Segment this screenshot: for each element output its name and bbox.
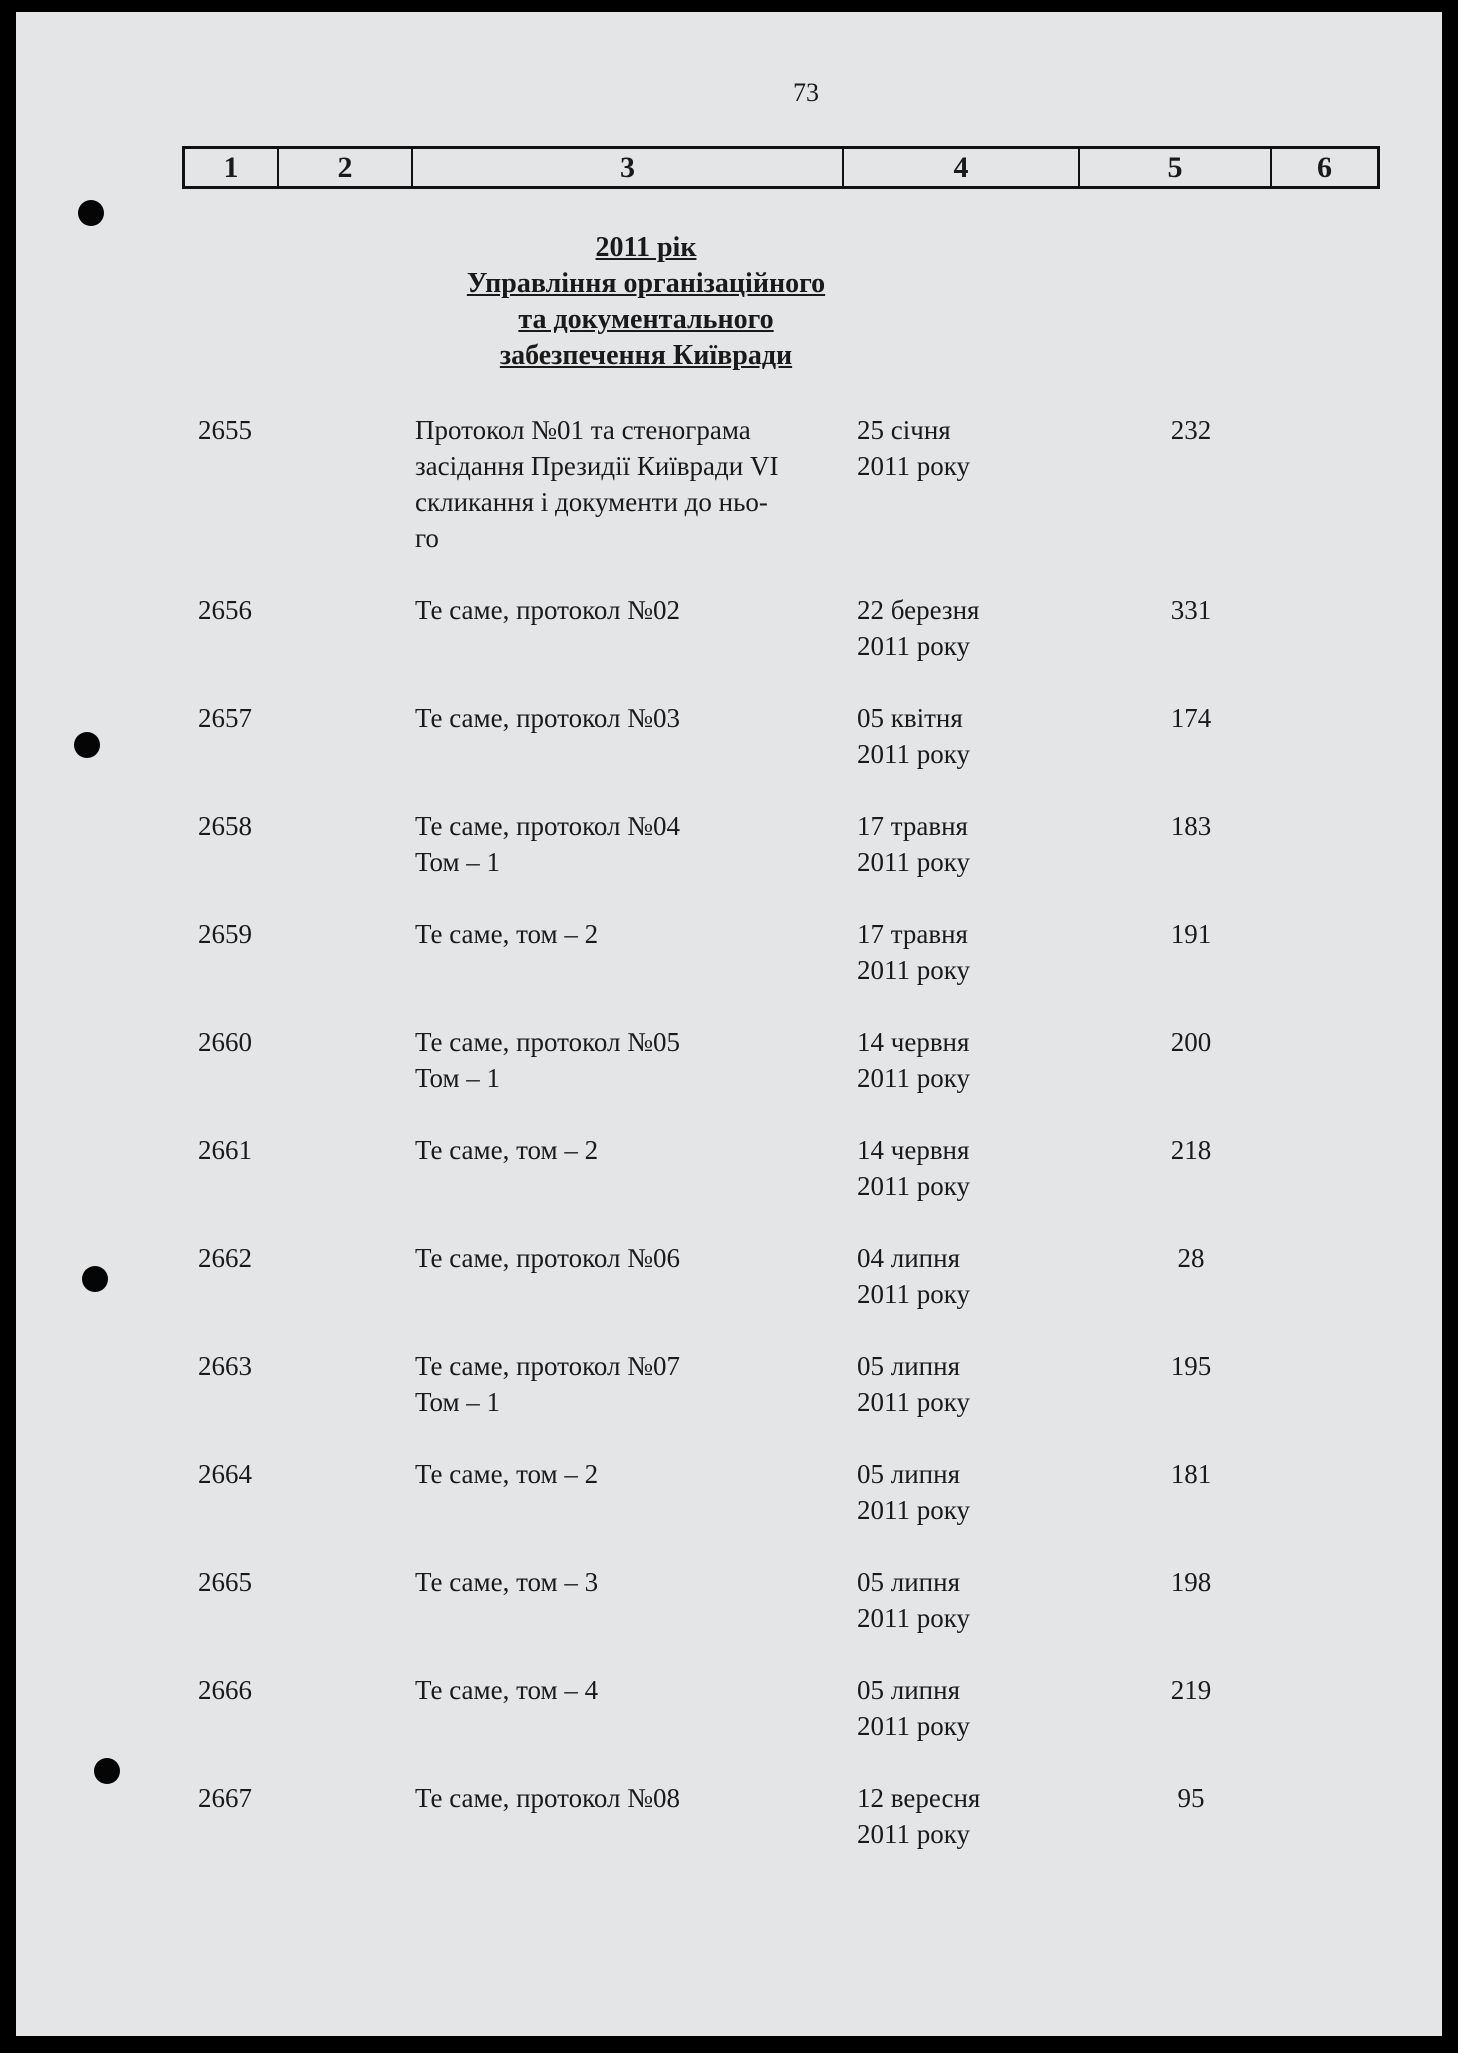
entry-sheet-count: 200 — [1170, 1027, 1212, 1057]
section-heading-year: 2011 рік — [595, 232, 697, 263]
entry-date: 17 травня 2011 року — [857, 811, 970, 877]
entry-title: Те саме, протокол №06 — [415, 1243, 680, 1273]
entry-title: Те саме, протокол №03 — [415, 703, 680, 733]
entry-number: 2666 — [198, 1675, 252, 1705]
punch-hole — [78, 200, 104, 226]
entry-number: 2661 — [198, 1135, 252, 1165]
page-number: 73 — [793, 78, 819, 107]
entry-sheet-count: 198 — [1170, 1567, 1212, 1597]
entry-title: Те саме, том – 2 — [415, 1135, 599, 1165]
column-header-4: 4 — [842, 149, 1078, 186]
entry-date: 04 липня 2011 року — [857, 1243, 970, 1309]
entry-date: 12 вересня 2011 року — [857, 1783, 981, 1849]
entry-date: 25 січня 2011 року — [857, 415, 970, 481]
entry-number: 2655 — [198, 415, 252, 445]
entry-date: 05 квітня 2011 року — [857, 703, 970, 769]
entry-number: 2657 — [198, 703, 252, 733]
section-heading-line: Управління організаційного — [466, 268, 826, 299]
entry-date: 05 липня 2011 року — [857, 1351, 970, 1417]
section-heading-line: та документального — [518, 304, 774, 335]
entry-sheet-count: 218 — [1170, 1135, 1212, 1165]
entry-title: Те саме, протокол №08 — [415, 1783, 680, 1813]
entry-number: 2658 — [198, 811, 252, 841]
document-sheet — [16, 12, 1442, 2036]
entry-sheet-count: 174 — [1170, 703, 1212, 733]
punch-hole — [82, 1266, 108, 1292]
entry-date: 22 березня 2011 року — [857, 595, 980, 661]
entry-number: 2660 — [198, 1027, 252, 1057]
entry-title: Те саме, том – 2 — [415, 1459, 599, 1489]
entry-number: 2662 — [198, 1243, 252, 1273]
section-heading-line: забезпечення Київради — [499, 340, 793, 371]
entry-number: 2663 — [198, 1351, 252, 1381]
entry-date: 14 червня 2011 року — [857, 1027, 970, 1093]
entry-date: 14 червня 2011 року — [857, 1135, 970, 1201]
entry-title: Те саме, том – 4 — [415, 1675, 599, 1705]
entry-date: 05 липня 2011 року — [857, 1459, 970, 1525]
entry-title: Те саме, том – 3 — [415, 1567, 599, 1597]
entry-sheet-count: 183 — [1170, 811, 1212, 841]
entry-date: 05 липня 2011 року — [857, 1675, 970, 1741]
entry-title: Те саме, протокол №02 — [415, 595, 680, 625]
entry-sheet-count: 195 — [1170, 1351, 1212, 1381]
punch-hole — [74, 732, 100, 758]
entry-number: 2659 — [198, 919, 252, 949]
entry-sheet-count: 191 — [1170, 919, 1212, 949]
entry-sheet-count: 181 — [1170, 1459, 1212, 1489]
entry-sheet-count: 28 — [1177, 1243, 1205, 1273]
entry-number: 2665 — [198, 1567, 252, 1597]
entry-title: Те саме, том – 2 — [415, 919, 599, 949]
punch-hole — [94, 1758, 120, 1784]
entry-title: Протокол №01 та стенограма засідання Президії Київради VI скликання і документи до ньо- го — [415, 415, 779, 553]
entry-number: 2656 — [198, 595, 252, 625]
entry-title: Те саме, протокол №04 Том – 1 — [415, 811, 680, 877]
entry-title: Те саме, протокол №07 Том – 1 — [415, 1351, 680, 1417]
entry-sheet-count: 95 — [1177, 1783, 1205, 1813]
entry-title: Те саме, протокол №05 Том – 1 — [415, 1027, 680, 1093]
column-header-2: 2 — [277, 149, 411, 186]
entry-date: 17 травня 2011 року — [857, 919, 970, 985]
column-header-row — [182, 146, 1380, 189]
column-header-1: 1 — [223, 150, 239, 184]
entry-number: 2667 — [198, 1783, 252, 1813]
column-header-6: 6 — [1270, 149, 1377, 186]
section-heading — [396, 230, 896, 374]
entry-sheet-count: 232 — [1170, 415, 1212, 445]
column-header-5: 5 — [1078, 149, 1270, 186]
entry-sheet-count: 331 — [1170, 595, 1212, 625]
entry-sheet-count: 219 — [1170, 1675, 1212, 1705]
entry-number: 2664 — [198, 1459, 252, 1489]
column-header-3: 3 — [411, 149, 842, 186]
entry-date: 05 липня 2011 року — [857, 1567, 970, 1633]
